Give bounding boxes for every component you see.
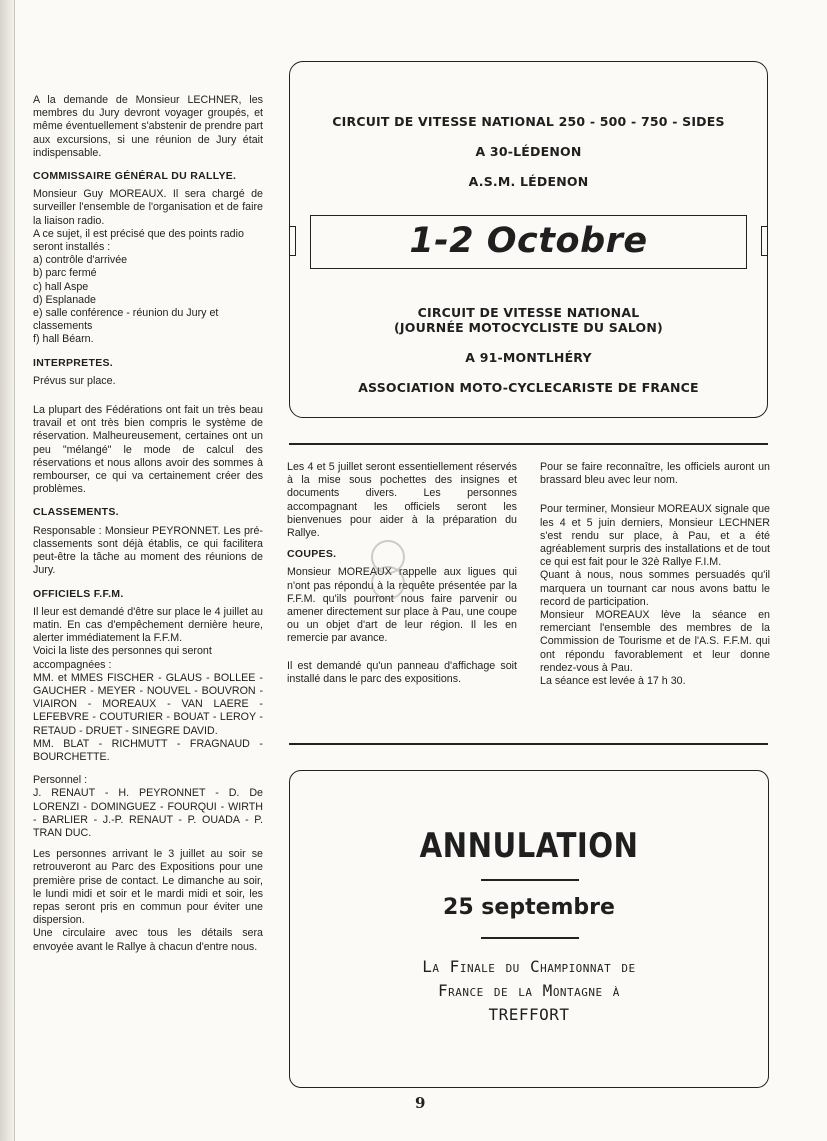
event-line-3: A.S.M. LÉDENON (468, 174, 589, 189)
accompagnees-list-2: MM. BLAT - RICHMUTT - FRAGNAUD - BOURCHETTE. (33, 737, 263, 763)
brassard-paragraph: Pour se faire reconnaître, les officiels auront un brassard bleu avec leur nom. (540, 461, 770, 487)
accompagnees-intro: Voici la liste des personnes qui seront accompagnées : (33, 645, 212, 671)
left-column (33, 94, 263, 962)
page-binding-line (14, 0, 15, 1141)
annulation-line-2: France de la Montagne à (438, 981, 620, 1000)
classements-heading: CLASSEMENTS. (33, 506, 119, 519)
event-announcement-box (289, 61, 768, 418)
radio-point-item: c) hall Aspe (33, 280, 89, 293)
event-line-7: ASSOCIATION MOTO-CYCLECARISTE DE FRANCE (358, 380, 699, 395)
radio-point-item: b) parc fermé (33, 267, 97, 280)
event-line-6: A 91-MONTLHÉRY (465, 350, 592, 365)
terminer-paragraph: Pour terminer, Monsieur MOREAUX signale que les 4 et 5 juin derniers, Monsieur LECHNER s'est rendu sur place, à Pau, et a été agréablement surpris des installations et de tout ce qui est fait pour le 32è Rallye F.I.M. (540, 503, 770, 569)
radio-point-item: a) contrôle d'arrivée (33, 254, 128, 267)
pochettes-paragraph: Les 4 et 5 juillet seront essentiellement réservés à la mise sous pochettes des insignes et documents divers. Les personnes accompagnant les officiels seront les bienvenues pour aider à la préparation du Rallye. (287, 461, 517, 540)
interpretes-paragraph: Prévus sur place. (33, 374, 116, 387)
annulation-rule-1 (481, 879, 579, 881)
annulation-rule-2 (481, 937, 579, 939)
officiels-paragraph: Il leur est demandé d'être sur place le 4 juillet au matin. En cas d'empêchement dernière heure, alerter immédiatement la F.F.M. (33, 605, 263, 645)
event-date-banner (310, 215, 747, 269)
radio-point-item: f) hall Béarn. (33, 333, 94, 346)
officiels-heading: OFFICIELS F.F.M. (33, 587, 124, 600)
event-line-5: (JOURNÉE MOTOCYCLISTE DU SALON) (394, 320, 663, 335)
section-divider-bottom (289, 743, 768, 745)
commissaire-heading: COMMISSAIRE GÉNÉRAL DU RALLYE. (33, 170, 237, 183)
radio-points-intro: A ce sujet, il est précisé que des points radio seront installés : (33, 227, 244, 254)
panneau-paragraph: Il est demandé qu'un panneau d'affichage soit installé dans le parc des expositions. (287, 659, 517, 685)
page-number: 9 (415, 1094, 426, 1112)
federations-paragraph: La plupart des Fédérations ont fait un très beau travail et ont très bien compris le système de réservation. Malheureusement, certaines ont un peu "mélangé" le mode de calcul des réservations et nous allons avoir des sommes à rembourser, ce qui va certainement créer des problèmes. (33, 404, 263, 496)
event-date: 1-2 Octobre (409, 221, 648, 261)
arrivee-paragraph: Les personnes arrivant le 3 juillet au soir se retrouveront au Parc des Expositions pour une première prise de contact. Le dimanche au soir, le lundi midi et soir et le mardi midi et soir, les repas seront pris en commun pour éviter une dispersion. (33, 848, 263, 927)
event-line-2: A 30-LÉDENON (475, 144, 582, 159)
page-binding-edge (0, 0, 14, 1141)
commissaire-paragraph: Monsieur Guy MOREAUX. Il sera chargé de surveiller l'ensemble de l'organisation et de faire la liaison radio. (33, 188, 263, 227)
interpretes-heading: INTERPRETES. (33, 356, 114, 369)
leve-paragraph: Monsieur MOREAUX lève la séance en remerciant l'ensemble des membres de la Commission de Tourisme et de l'A.S. F.F.M. qui ont répondu favorablement et leur donne rendez-vous à Pau. (540, 609, 770, 674)
classements-paragraph: Responsable : Monsieur PEYRONNET. Les pré-classements sont déjà établis, ce qui facilitera peut-être la tâche au moment des réunions de Jury. (33, 524, 263, 577)
accompagnees-list: MM. et MMES FISCHER - GLAUS - BOLLEE - GAUCHER - MEYER - NOUVEL - BOUVRON - VIAIRON - MOREAUX - VAN LAERE - LEFEBVRE - COUTURIER - BOUAT - LEROY - RETAUD - DRUET - SINEGRE DAVID. (33, 671, 263, 737)
personnel-label: Personnel : (33, 774, 88, 787)
annulation-line-3: TREFFORT (488, 1005, 570, 1024)
section-divider-top (289, 443, 768, 445)
right-column (540, 461, 770, 696)
close-paragraph: La séance est levée à 17 h 30. (540, 675, 686, 688)
circulaire-paragraph: Une circulaire avec tous les détails sera envoyée avant le Rallye à chacun d'entre nous. (33, 927, 263, 953)
coupes-paragraph: Monsieur MOREAUX rappelle aux ligues qui n'ont pas répondu à la requête présentée par la F.F.M. qu'ils pourront nous faire parvenir ou amener directement sur place à Pau, une coupe ou un objet d'art de leur région. Il les en remercie par avance. (287, 566, 517, 645)
annulation-line-1: La Finale du Championnat de (422, 957, 636, 976)
radio-points-list (33, 254, 263, 346)
event-line-4: CIRCUIT DE VITESSE NATIONAL (417, 305, 640, 320)
annulation-box (289, 770, 769, 1088)
radio-point-item: d) Esplanade (33, 293, 96, 306)
intro-paragraph: A la demande de Monsieur LECHNER, les membres du Jury devront voyager groupés, et même éventuellement s'abstenir de prendre part aux excursions, si une réunion de Jury était indispensable. (33, 94, 263, 159)
personnel-list: J. RENAUT - H. PEYRONNET - D. De LORENZI - DOMINGUEZ - FOURQUI - WIRTH - BARLIER - J.-P. RENAUT - P. OUADA - P. TRAN DUC. (33, 787, 263, 839)
annulation-title: ANNULATION (419, 826, 639, 866)
watermark-logo (367, 539, 409, 603)
annulation-date: 25 septembre (443, 895, 615, 920)
quant-paragraph: Quant à nous, nous sommes persuadés qu'il marquera un tournant car nous avons battu le record de participation. (540, 569, 770, 608)
coupes-heading: COUPES. (287, 548, 337, 561)
radio-point-item: e) salle conférence - réunion du Jury et classements (33, 307, 219, 333)
event-line-1: CIRCUIT DE VITESSE NATIONAL 250 - 500 - 750 - SIDES (332, 114, 725, 129)
